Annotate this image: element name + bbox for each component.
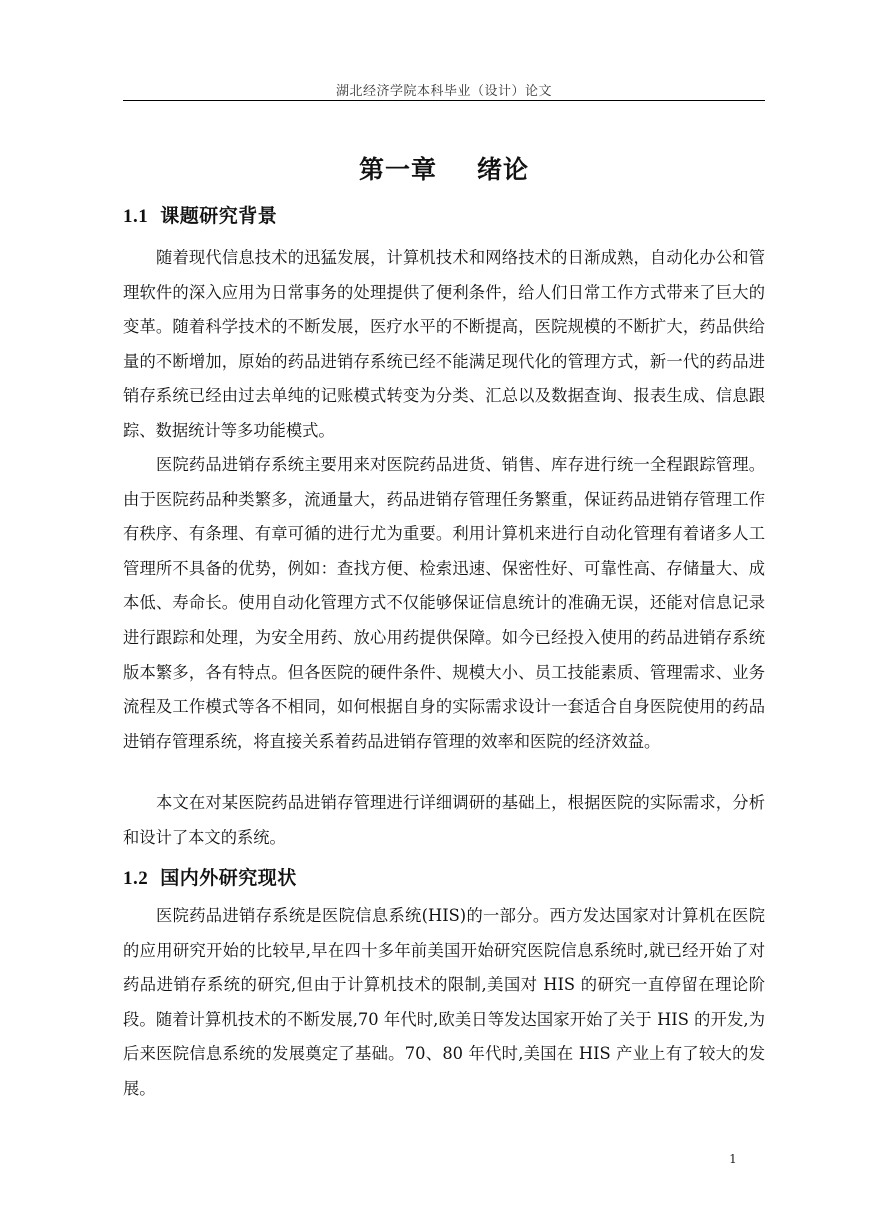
chapter-name: 绪论 xyxy=(477,155,530,184)
paragraph-background-3: 本文在对某医院药品进销存管理进行详细调研的基础上，根据医院的实际需求，分析和设计了本文的系统。 xyxy=(123,793,765,847)
paragraph-background-1: 随着现代信息技术的迅猛发展，计算机技术和网络技术的日渐成熟，自动化办公和管理软件的深入应用为日常事务的处理提供了便利条件，给人们日常工作方式带来了巨大的变革。随着科学技术的不断发展，医疗水平的不断提高，医院规模的不断扩大，药品供给量的不断增加，原始的药品进销存系统已经不能满足现代化的管理方式，新一代的药品进销存系统已经由过去单纯的记账模式转变为分类、汇总以及数据查询、报表生成、信息跟踪、数据统计等多功能模式。 xyxy=(123,248,765,440)
section-title: 国内外研究现状 xyxy=(160,867,297,889)
section-heading-1-1 xyxy=(123,201,765,228)
section-heading-1-2 xyxy=(123,863,765,890)
page-number: 1 xyxy=(729,1152,737,1166)
chapter-number: 第一章 xyxy=(358,155,437,184)
paragraph-research-status-1: 医院药品进销存系统是医院信息系统(HIS)的一部分。西方发达国家对计算机在医院的应用研究开始的比较早,早在四十多年前美国开始研究医院信息系统时,就已经开始了对药品进销存系统的研究,但由于计算机技术的限制,美国对 HIS 的研究一直停留在理论阶段。随着计算机技术的不断发展,70 年代时,欧美日等发达国家开始了关于 HIS 的开发,为后来医院信息系统的发展奠定了基础。70、80 年代时,美国在 HIS 产业上有了较大的发展。 xyxy=(123,906,765,1098)
paragraph-background-2: 医院药品进销存系统主要用来对医院药品进货、销售、库存进行统一全程跟踪管理。由于医院药品种类繁多，流通量大，药品进销存管理任务繁重，保证药品进销存管理工作有秩序、有条理、有章可循的进行尤为重要。利用计算机来进行自动化管理有着诸多人工管理所不具备的优势，例如：查找方便、检索迅速、保密性好、可靠性高、存储量大、成本低、寿命长。使用自动化管理方式不仅能够保证信息统计的准确无误，还能对信息记录进行跟踪和处理，为安全用药、放心用药提供保障。如今已经投入使用的药品进销存系统版本繁多，各有特点。但各医院的硬件条件、规模大小、员工技能素质、管理需求、业务流程及工作模式等各不相同，如何根据自身的实际需求设计一套适合自身医院使用的药品进销存管理系统，将直接关系着药品进销存管理的效率和医院的经济效益。 xyxy=(123,455,765,751)
section-number: 1.1 xyxy=(123,206,149,227)
running-header: 湖北经济学院本科毕业（设计）论文 xyxy=(335,84,552,99)
section-number: 1.2 xyxy=(123,868,149,889)
chapter-title xyxy=(123,150,765,186)
header-rule xyxy=(123,100,765,101)
section-title: 课题研究背景 xyxy=(160,205,278,227)
